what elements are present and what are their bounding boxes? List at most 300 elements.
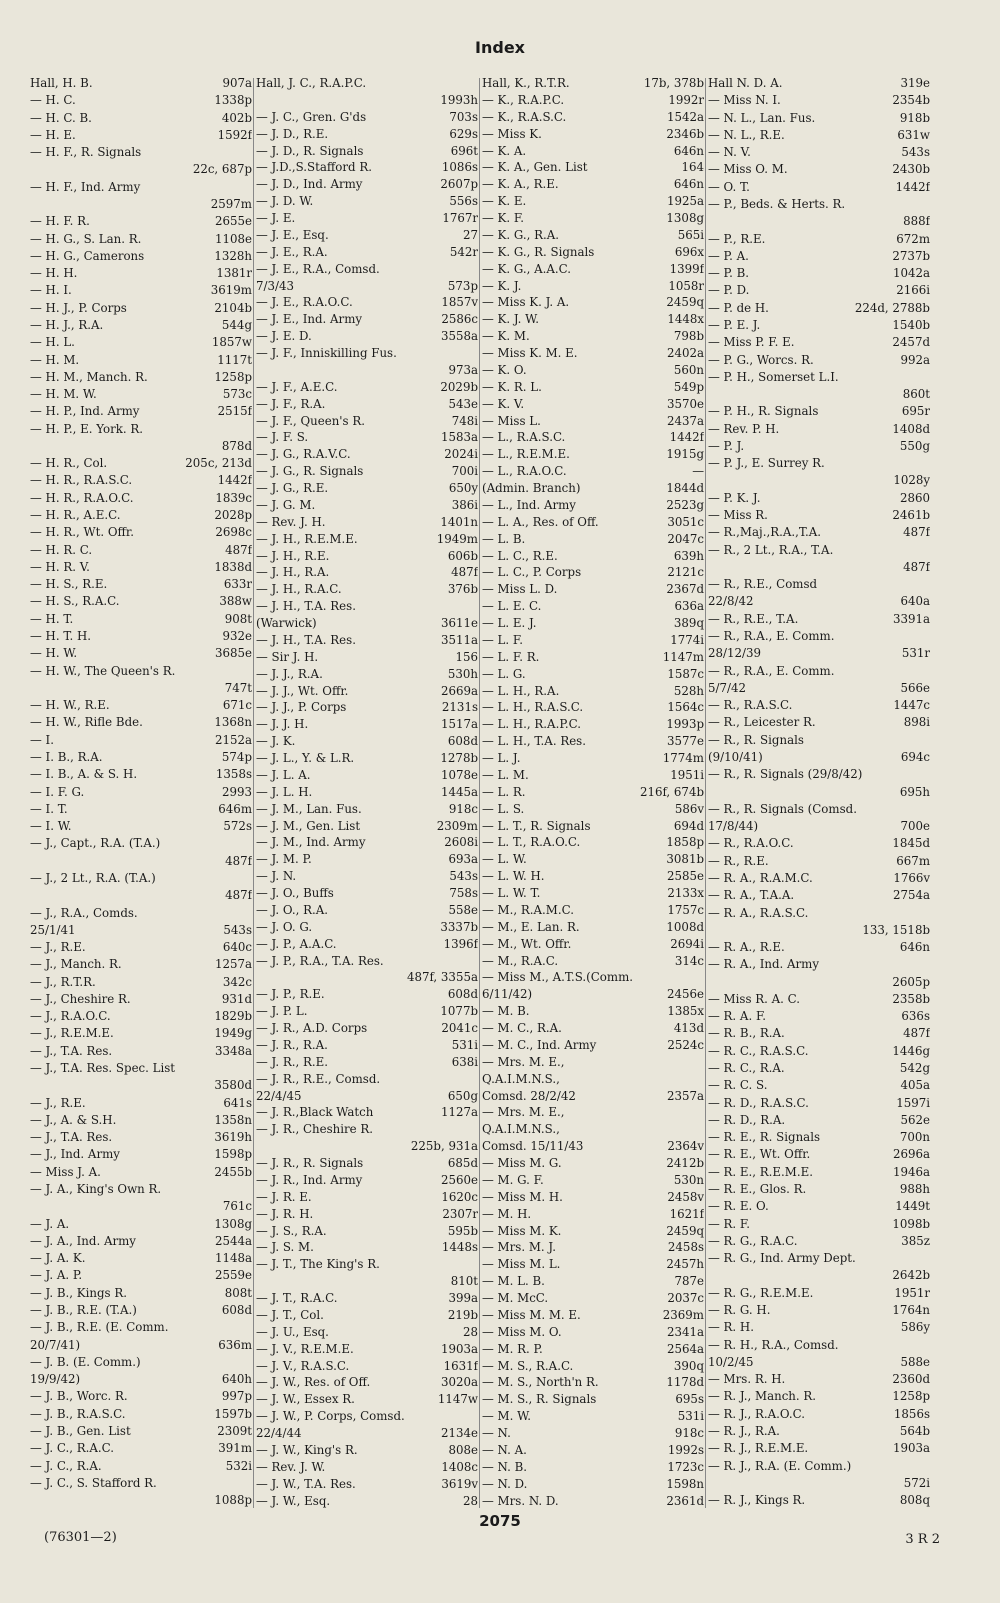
entry-name: — M., R.A.M.C.: [482, 902, 574, 917]
entry-name: — J. W., Essex R.: [256, 1392, 355, 1407]
entry-name: — K., R.A.S.C.: [482, 109, 567, 124]
entry-reference: 391m: [218, 1441, 252, 1456]
entry-name: — R. G. H.: [708, 1302, 771, 1317]
index-entry: [30, 698, 252, 712]
index-entry: [256, 447, 478, 461]
entry-reference: 695s: [675, 1392, 704, 1407]
index-entry: [30, 975, 252, 989]
index-entry: [30, 1286, 252, 1300]
index-entry: [708, 387, 930, 401]
entry-reference: 205c, 213d: [185, 456, 252, 471]
entry-name: — H. L.: [30, 335, 75, 350]
index-entry: [708, 473, 930, 487]
entry-reference: 693a: [448, 852, 478, 867]
index-entry: [30, 543, 252, 557]
index-entry: [708, 992, 930, 1006]
entry-name: — P., Beds. & Herts. R.: [708, 196, 846, 211]
entry-name: Q.A.I.M.N.S.,: [482, 1122, 560, 1137]
entry-reference: 1442f: [895, 179, 930, 194]
entry-name: — Miss K. J. A.: [482, 295, 570, 310]
index-columns: [30, 76, 970, 1508]
column-divider: [253, 78, 254, 1508]
entry-reference: 1308g: [214, 1216, 252, 1231]
entry-reference: 564b: [899, 1423, 930, 1438]
entry-name: — J. T., Col.: [256, 1307, 324, 1322]
entry-name: — J. H., T.A. Res.: [256, 632, 356, 647]
entry-name: Hall, K., R.T.R.: [482, 76, 570, 90]
index-entry: [482, 194, 704, 208]
entry-name: — H. R., R.A.S.C.: [30, 473, 133, 488]
entry-reference: 2367d: [666, 582, 704, 597]
entry-name: — K. J. W.: [482, 312, 539, 327]
entry-reference: 1042a: [892, 266, 930, 281]
entry-name: — Miss M. H.: [482, 1189, 563, 1204]
entry-reference: 2586c: [441, 312, 478, 327]
index-entry: [30, 1078, 252, 1092]
index-entry: [256, 1240, 478, 1254]
index-entry: [708, 1147, 930, 1161]
index-column-2: [256, 76, 478, 1508]
entry-name: — J. P., A.A.C.: [256, 936, 337, 951]
index-entry: [30, 335, 252, 349]
entry-reference: 487f: [225, 853, 252, 868]
index-entry: [708, 871, 930, 885]
entry-name: — J. R.,Black Watch: [256, 1105, 374, 1120]
index-entry: [30, 715, 252, 729]
entry-name: Comsd. 28/2/42: [482, 1088, 576, 1103]
index-entry: [30, 871, 252, 885]
index-entry: [30, 439, 252, 453]
index-entry: [482, 667, 704, 681]
index-entry: [256, 515, 478, 529]
index-entry: [256, 785, 478, 799]
entry-name: — J. T., R.A.C.: [256, 1291, 338, 1305]
entry-name: — Mrs. N. D.: [482, 1493, 559, 1508]
index-entry: [256, 920, 478, 934]
entry-name: — J. C., Gren. G'ds: [256, 109, 367, 124]
entry-name: — R. A., R.A.M.C.: [708, 870, 813, 885]
entry-name: — R. E. O.: [708, 1199, 769, 1214]
index-entry: [708, 1286, 930, 1300]
entry-name: (Warwick): [256, 616, 317, 630]
index-entry: [30, 1251, 252, 1265]
index-entry: [708, 975, 930, 989]
entry-reference: 695h: [899, 784, 930, 799]
entry-reference: 2430b: [892, 162, 930, 177]
index-entry: [256, 565, 478, 579]
entry-name: — L., Ind. Army: [482, 497, 576, 512]
entry-reference: 487f: [903, 1026, 930, 1041]
index-entry: [256, 954, 478, 968]
entry-reference: 2341a: [666, 1324, 704, 1339]
entry-reference: 487f: [225, 888, 252, 903]
entry-name: — L., R.A.O.C.: [482, 464, 567, 479]
entry-reference: 2437a: [666, 413, 704, 428]
entry-name: — Miss L. D.: [482, 582, 558, 597]
entry-reference: 1857w: [211, 335, 252, 350]
entry-reference: 1396f: [443, 936, 478, 951]
index-column-4: [708, 76, 930, 1508]
entry-reference: 2364v: [667, 1139, 704, 1154]
index-entry: [30, 612, 252, 626]
entry-reference: 164: [681, 160, 704, 175]
entry-name: — L. W. T.: [482, 886, 541, 900]
index-entry: [482, 1443, 704, 1457]
entry-name: — R., Leicester R.: [708, 715, 816, 730]
entry-name: — H. S., R.E.: [30, 577, 108, 592]
index-entry: [256, 127, 478, 141]
entry-name: — H. I.: [30, 283, 72, 298]
entry-name: — R. H., R.A., Comsd.: [708, 1337, 839, 1352]
entry-reference: 1446g: [892, 1043, 930, 1058]
index-entry: [30, 1372, 252, 1386]
index-entry: [30, 1199, 252, 1213]
index-entry: [256, 684, 478, 698]
entry-reference: 700n: [899, 1130, 930, 1145]
index-entry: [708, 283, 930, 297]
entry-name: — L. F.: [482, 632, 523, 647]
index-entry: [482, 768, 704, 782]
index-entry: [256, 464, 478, 478]
entry-name: — J., T.A. Res.: [30, 1130, 113, 1145]
entry-name: (9/10/41): [708, 749, 763, 764]
entry-reference: 1257a: [214, 957, 252, 972]
entry-name: — J. E., Esq.: [256, 227, 329, 242]
index-entry: [30, 767, 252, 781]
entry-reference: 595b: [447, 1223, 478, 1238]
entry-name: — H. C. B.: [30, 110, 92, 125]
entry-reference: 1723c: [667, 1459, 704, 1474]
index-entry: [482, 1089, 704, 1103]
entry-name: — Miss N. I.: [708, 93, 781, 108]
entry-name: — R. E., Wt. Offr.: [708, 1147, 811, 1162]
entry-reference: 1540b: [892, 317, 930, 332]
index-entry: [482, 329, 704, 343]
entry-reference: 988h: [899, 1182, 930, 1196]
index-entry: [256, 380, 478, 394]
entry-reference: 3558a: [440, 329, 478, 344]
entry-name: — J. F., R.A.: [256, 396, 326, 411]
index-entry: [30, 785, 252, 799]
index-entry: [30, 1061, 252, 1075]
entry-reference: 402b: [221, 110, 252, 125]
index-entry: [482, 380, 704, 394]
entry-reference: 860t: [902, 387, 930, 402]
index-entry: [30, 750, 252, 764]
entry-name: — J. B., Worc. R.: [30, 1389, 128, 1404]
entry-name: — Miss M. M. E.: [482, 1307, 581, 1322]
index-entry: [30, 629, 252, 643]
index-entry: [708, 1096, 930, 1110]
entry-name: — K. G., R.A.: [482, 227, 560, 242]
entry-reference: 2402a: [666, 346, 704, 360]
entry-reference: 888f: [903, 214, 930, 229]
entry-name: — N. V.: [708, 145, 751, 160]
index-entry: [708, 1493, 930, 1507]
index-entry: [256, 1038, 478, 1052]
entry-name: — J. D., Ind. Army: [256, 177, 363, 192]
index-entry: [30, 1355, 252, 1369]
entry-reference: 413d: [673, 1021, 704, 1035]
entry-name: 28/12/39: [708, 646, 761, 661]
entry-reference: 1058r: [668, 278, 704, 293]
index-entry: [30, 940, 252, 954]
entry-name: — J. A., Ind. Army: [30, 1233, 136, 1248]
entry-name: — R. J., R.A. (E. Comm.): [708, 1458, 852, 1473]
index-entry: [708, 301, 930, 315]
index-entry: [708, 646, 930, 660]
entry-name: — J. E.: [256, 211, 296, 225]
index-entry: [482, 110, 704, 124]
entry-reference: 1368n: [214, 715, 252, 730]
entry-name: — Rev. J. W.: [256, 1459, 326, 1474]
entry-reference: 2029b: [440, 379, 478, 394]
entry-reference: 808e: [448, 1442, 478, 1457]
index-entry: [256, 1392, 478, 1406]
index-entry: [30, 733, 252, 747]
entry-name: — M. S., R.A.C.: [482, 1358, 574, 1373]
index-entry: [30, 456, 252, 470]
entry-reference: 898i: [903, 715, 930, 730]
index-entry: [30, 1147, 252, 1161]
entry-reference: 1951i: [670, 767, 704, 782]
index-entry: [30, 923, 252, 937]
entry-reference: 1592f: [217, 127, 252, 142]
entry-name: — J. S., R.A.: [256, 1223, 327, 1238]
index-entry: [708, 854, 930, 868]
index-entry: [708, 1130, 930, 1144]
entry-name: — Miss O. M.: [708, 162, 788, 177]
entry-reference: 565i: [677, 227, 704, 242]
entry-reference: 808q: [899, 1493, 930, 1508]
entry-reference: 1098b: [892, 1216, 930, 1231]
entry-name: 10/2/45: [708, 1354, 754, 1369]
index-entry: [30, 76, 252, 90]
index-entry: [482, 312, 704, 326]
index-entry: [256, 1274, 478, 1288]
index-entry: [708, 1407, 930, 1421]
entry-name: — K. J.: [482, 278, 522, 293]
entry-reference: 1631f: [443, 1358, 478, 1373]
entry-reference: 1399f: [669, 261, 704, 276]
entry-reference: 2307r: [442, 1206, 478, 1221]
index-entry: [256, 700, 478, 714]
index-entry: [482, 1308, 704, 1322]
entry-reference: 997p: [221, 1389, 252, 1404]
entry-name: — J., R.E.: [30, 940, 86, 955]
entry-name: — R. B., R.A.: [708, 1026, 785, 1041]
entry-name: — Miss L.: [482, 413, 541, 428]
entry-reference: 606b: [447, 548, 478, 563]
entry-reference: 28: [462, 1493, 478, 1508]
entry-reference: 386i: [451, 497, 478, 512]
entry-reference: 907a: [222, 76, 252, 90]
entry-reference: 2993: [221, 784, 252, 799]
entry-name: — J. M., Ind. Army: [256, 835, 366, 850]
index-entry: [30, 128, 252, 142]
entry-reference: 342c: [222, 974, 252, 989]
entry-name: — I. T.: [30, 801, 68, 816]
entry-reference: 2457h: [666, 1257, 704, 1272]
entry-name: — J. B., Gen. List: [30, 1423, 131, 1438]
index-entry: [482, 279, 704, 293]
index-entry: [482, 970, 704, 984]
index-entry: [30, 301, 252, 315]
index-entry: [482, 852, 704, 866]
index-entry: [256, 211, 478, 225]
entry-name: — N. A.: [482, 1442, 527, 1457]
entry-reference: 2461b: [892, 508, 930, 523]
index-entry: [482, 650, 704, 664]
entry-name: — J. B., R.E. (E. Comm.: [30, 1320, 169, 1335]
entry-name: — L. E. J.: [482, 616, 537, 630]
entry-name: — L., R.A.S.C.: [482, 430, 566, 445]
entry-reference: 487f: [903, 559, 930, 574]
entry-reference: 531i: [451, 1037, 478, 1052]
entry-name: — Sir J. H.: [256, 649, 319, 664]
entry-name: — R. E., R. Signals: [708, 1130, 821, 1145]
entry-reference: 1442f: [669, 430, 704, 445]
index-entry: [482, 481, 704, 495]
entry-reference: 1077b: [440, 1004, 478, 1019]
entry-reference: 2357a: [666, 1088, 704, 1103]
entry-name: — R., R.A.S.C.: [708, 698, 793, 713]
entry-name: — J. E., R.A.: [256, 244, 328, 259]
entry-name: — J. L. A.: [256, 767, 311, 782]
index-entry: [708, 543, 930, 557]
index-entry: [482, 1224, 704, 1238]
entry-reference: 1774m: [662, 751, 704, 765]
entry-name: — J., Capt., R.A. (T.A.): [30, 836, 161, 851]
entry-name: — J., Ind. Army: [30, 1147, 120, 1162]
entry-reference: 1774i: [670, 632, 704, 647]
index-entry: [256, 1105, 478, 1119]
index-entry: [256, 498, 478, 512]
index-entry: [482, 228, 704, 242]
entry-reference: 530h: [447, 666, 478, 681]
entry-reference: 696t: [450, 143, 478, 158]
entry-reference: 2605p: [892, 974, 930, 989]
entry-name: — L. H., R.A.: [482, 683, 560, 698]
entry-reference: 1117t: [217, 352, 252, 367]
entry-name: Hall, H. B.: [30, 76, 93, 90]
index-entry: [256, 110, 478, 124]
index-entry: [708, 1268, 930, 1282]
index-entry: [708, 1113, 930, 1127]
entry-name: — J. B., R.A.S.C.: [30, 1406, 126, 1421]
entry-reference: 319e: [900, 76, 930, 90]
entry-reference: 608d: [221, 1302, 252, 1317]
entry-reference: 389q: [673, 616, 704, 630]
entry-name: — P., R.E.: [708, 231, 766, 246]
entry-name: — P. E. J.: [708, 317, 761, 332]
entry-name: — J., A. & S.H.: [30, 1112, 117, 1127]
index-entry: [708, 111, 930, 125]
entry-name: — L. M.: [482, 767, 529, 782]
entry-name: — K. E.: [482, 194, 527, 209]
index-entry: [256, 1207, 478, 1221]
index-entry: [256, 869, 478, 883]
index-entry: [708, 1441, 930, 1455]
entry-name: — H. F. R.: [30, 214, 90, 229]
entry-reference: 566e: [900, 680, 930, 695]
index-entry: [30, 162, 252, 176]
index-entry: [708, 923, 930, 937]
index-entry: [708, 1009, 930, 1023]
index-entry: [256, 160, 478, 174]
entry-reference: 1148a: [214, 1251, 252, 1266]
entry-name: — I. B., R.A.: [30, 749, 103, 764]
index-entry: [30, 836, 252, 850]
entry-name: — M. S., North'n R.: [482, 1375, 599, 1390]
index-entry: [30, 1044, 252, 1058]
entry-reference: 219b: [447, 1307, 478, 1322]
entry-name: — R., 2 Lt., R.A., T.A.: [708, 542, 834, 557]
page-title: Index: [475, 38, 525, 57]
entry-reference: 639h: [673, 548, 704, 563]
entry-reference: 1408d: [892, 421, 930, 436]
entry-name: — J., R.E.: [30, 1095, 86, 1110]
index-entry: [708, 335, 930, 349]
entry-reference: 2456e: [666, 987, 704, 1002]
index-entry: [256, 1325, 478, 1339]
index-entry: [482, 211, 704, 225]
entry-reference: 17b, 378b: [643, 76, 704, 90]
index-entry: [482, 127, 704, 141]
index-entry: [482, 1004, 704, 1018]
entry-reference: 638i: [451, 1054, 478, 1069]
entry-name: — N.: [482, 1426, 511, 1440]
entry-reference: 1767r: [442, 211, 478, 225]
index-entry: [708, 1303, 930, 1317]
entry-name: — J. A. K.: [30, 1251, 86, 1266]
entry-reference: 573p: [447, 278, 478, 293]
index-entry: [708, 940, 930, 954]
entry-name: — R. G., R.A.C.: [708, 1233, 798, 1248]
index-entry: [482, 93, 704, 107]
entry-reference: 1764n: [892, 1302, 930, 1317]
entry-name: — H. R., R.A.O.C.: [30, 490, 134, 505]
entry-reference: 532i: [225, 1458, 252, 1473]
index-entry: [30, 1234, 252, 1248]
entry-reference: 1078e: [440, 767, 478, 782]
entry-name: — J. E. D.: [256, 329, 312, 344]
entry-name: — P. H., R. Signals: [708, 404, 819, 419]
entry-reference: 487f: [903, 525, 930, 540]
entry-name: — J. S. M.: [256, 1240, 314, 1255]
entry-name: — J. O., Buffs: [256, 886, 334, 900]
entry-name: — J. M., Gen. List: [256, 818, 361, 833]
entry-name: — L. C., R.E.: [482, 548, 558, 563]
index-entry: [256, 245, 478, 259]
entry-name: — M. H.: [482, 1206, 532, 1221]
index-entry: [30, 1268, 252, 1282]
index-entry: [708, 370, 930, 384]
index-entry: [30, 318, 252, 332]
index-entry: [256, 886, 478, 900]
entry-reference: 1542a: [666, 109, 704, 124]
entry-reference: 787e: [674, 1274, 704, 1289]
entry-name: — J., 2 Lt., R.A. (T.A.): [30, 870, 156, 885]
index-entry: [708, 681, 930, 695]
index-entry: [30, 249, 252, 263]
index-entry: [708, 145, 930, 159]
entry-reference: 1757c: [667, 902, 704, 917]
entry-reference: 1925a: [666, 194, 704, 209]
index-entry: [256, 414, 478, 428]
entry-reference: 543s: [223, 922, 252, 937]
entry-reference: 2309m: [436, 818, 478, 833]
